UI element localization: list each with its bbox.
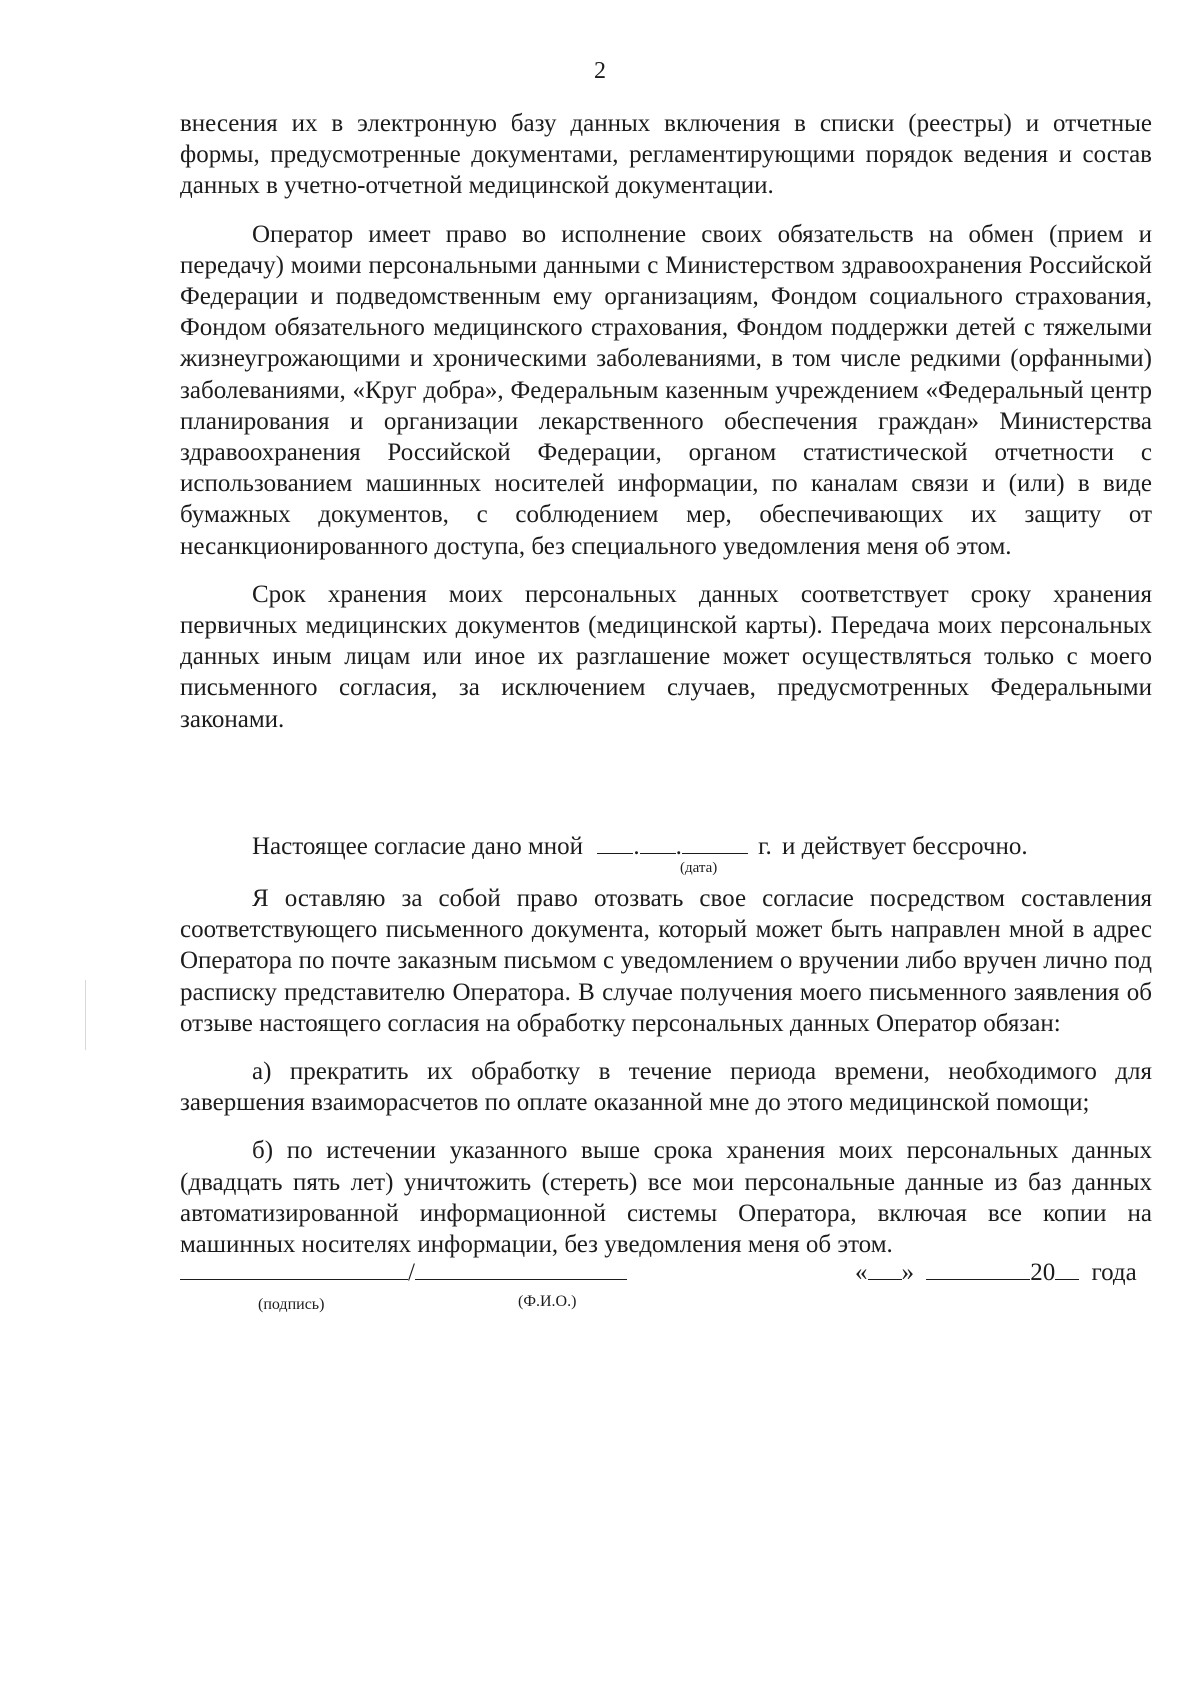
- signature-caption: (подпись): [258, 1296, 325, 1313]
- century-label: 20: [1030, 1259, 1056, 1286]
- paragraph-storage-term: Срок хранения моих персональных данных соответствует сроку хранения первичных медицинских документов (медицинской карты). Передача моих персональных данных иным лицам или иное их разглашение может осуществляться только с моего письменного согласия, за исключением случаев, предусмотренных Федеральными законами.: [180, 580, 1152, 733]
- signing-date: [855, 1253, 1137, 1287]
- year-abbrev: г.: [758, 833, 772, 860]
- scan-artifact: [85, 980, 86, 1050]
- document-body: [180, 108, 1152, 735]
- paragraph-point-b: б) по истечении указанного выше срока хранения моих персональных данных (двадцать пять лет) уничтожить (стереть) все мои персональные данные из баз данных автоматизированной информационной системы Оператора, включая все копии на машинных носителях информации, без уведомления меня об этом.: [180, 1137, 1152, 1259]
- sign-year-field[interactable]: [1055, 1253, 1079, 1280]
- full-name-field[interactable]: [415, 1253, 627, 1280]
- paragraph-point-a: а) прекратить их обработку в течение периода времени, необходимого для завершения взаиморасчетов по оплате оказанной мне до этого медицинской помощи;: [180, 1058, 1152, 1117]
- paragraph-continuation: внесения их в электронную базу данных включения в списки (реестры) и отчетные формы, предусмотренные документами, регламентирующими порядок ведения и состав данных в учетно-отчетной медицинской документации.: [180, 110, 1152, 200]
- signature-separator: /: [408, 1259, 415, 1286]
- year-blank[interactable]: [682, 829, 748, 854]
- signature-field[interactable]: [180, 1253, 408, 1280]
- open-quote: «: [855, 1259, 868, 1286]
- signature-block: [180, 1253, 627, 1287]
- full-name-caption: (Ф.И.О.): [518, 1293, 577, 1310]
- consent-date-suffix: и действует бессрочно.: [782, 833, 1028, 860]
- date-dot-2: .: [675, 833, 682, 860]
- date-dot-1: .: [633, 833, 640, 860]
- close-quote: »: [901, 1259, 914, 1286]
- document-body-continued: [180, 883, 1152, 1260]
- paragraph-withdrawal: Я оставляю за собой право отозвать свое согласие посредством составления соответствующего письменного документа, который может быть направлен мной в адрес Оператора по почте заказным письмом с уведомлением о вручении либо вручен лично под расписку представителю Оператора. В случае получения моего письменного заявления об отзыве настоящего согласия на обработку персональных данных Оператор обязан:: [180, 885, 1152, 1037]
- date-caption: (дата): [680, 860, 718, 876]
- consent-date-line: [252, 829, 1028, 861]
- consent-date-prefix: Настоящее согласие дано мной: [252, 833, 584, 860]
- year-word: года: [1091, 1259, 1137, 1286]
- paragraph-operator-rights: Оператор имеет право во исполнение своих обязательств на обмен (прием и передачу) моими персональными данными с Министерством здравоохранения Российской Федерации и подведомственным ему организациям, Фондом социального страхования, Фондом обязательного медицинского страхования, Фондом поддержки детей с тяжелыми жизнеугрожающими и хроническими заболеваниями, в том числе редкими (орфанными) заболеваниями, «Круг добра», Федеральным казенным учреждением «Федеральный центр планирования и организации лекарственного обеспечения граждан» Министерства здравоохранения Российской Федерации, органом статистической отчетности с использованием машинных носителей информации, по каналам связи и (или) в виде бумажных документов, с соблюдением мер, обеспечивающих их защиту от несанкционированного доступа, без специального уведомления меня об этом.: [180, 220, 1152, 560]
- sign-month-field[interactable]: [926, 1253, 1030, 1280]
- sign-day-field[interactable]: [868, 1253, 902, 1280]
- page-number: 2: [594, 58, 606, 84]
- day-blank[interactable]: [597, 829, 633, 854]
- month-blank[interactable]: [640, 829, 676, 854]
